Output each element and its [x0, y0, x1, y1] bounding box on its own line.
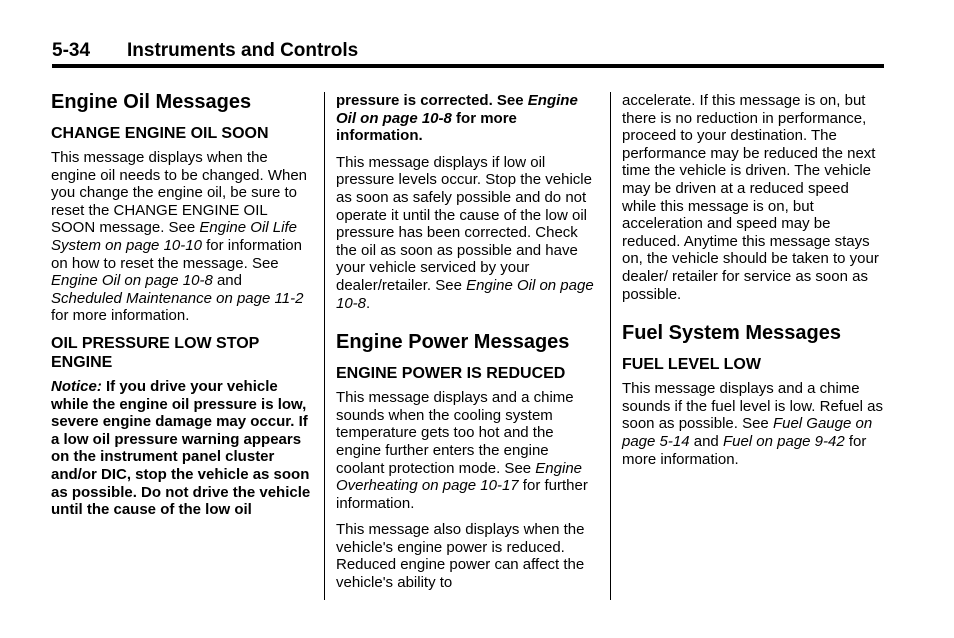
text: This message displays and a chime sounds when the cooling system temperature gets too hot and the engine further enters the engine coolant protection mode. See — [336, 389, 574, 477]
text: for further information. — [336, 477, 588, 512]
notice-text: If you drive your vehicle while the engine oil pressure is low, severe engine damage may occur. If a low oil pressure warning appears on the instrument panel cluster and/or DIC, stop the vehicle as soon as possible. Do not drive the vehicle until the cause of the low oil — [51, 377, 311, 519]
cross-reference-link[interactable]: Fuel on page 9-42 — [722, 432, 845, 450]
text: for more information. — [51, 307, 190, 325]
column-2 — [336, 92, 600, 601]
column-divider — [324, 92, 325, 600]
paragraph — [336, 389, 600, 512]
paragraph: This message also displays when the vehicle's engine power is reduced. Reduced engine power can affect the vehicle's ability to — [336, 521, 585, 592]
heading-engine-power-messages: Engine Power Messages — [336, 331, 570, 354]
paragraph: accelerate. If this message is on, but there is no reduction in performance, proceed to your destination. The performance may be reduced the next time the vehicle is driven. The vehicle may be driven at a reduced speed while this message is on, but acceleration and speed may be reduced. Anytime this message stays on, the vehicle should be taken to your dealer/ retailer for service as soon as possible. — [622, 92, 879, 303]
page-number: 5-34 — [52, 40, 91, 61]
column-divider — [610, 92, 611, 600]
heading-fuel-system-messages: Fuel System Messages — [622, 322, 841, 345]
cross-reference-link[interactable]: Fuel Gauge on page 5-14 — [622, 415, 873, 450]
notice-label: Notice: — [51, 377, 102, 395]
column-3 — [622, 92, 886, 477]
text: . — [366, 294, 371, 312]
section-title: Instruments and Controls — [127, 40, 359, 61]
text: pressure is corrected. See — [336, 92, 528, 109]
paragraph — [51, 149, 313, 325]
paragraph — [622, 380, 886, 468]
cross-reference-link[interactable]: Engine Oil on page 10-8 — [336, 276, 594, 312]
cross-reference-link[interactable]: Engine Oil Life System on page 10-10 — [51, 219, 297, 254]
text: This message displays when the engine oil needs to be changed. When you change the engine oil, be sure to reset the CHANGE ENGINE OIL SOON message. See — [51, 149, 308, 237]
cross-reference-link[interactable]: Engine Oil on page 10-8 — [336, 92, 578, 127]
text: for more information. — [622, 432, 867, 468]
text: for information on how to reset the message. See — [51, 236, 302, 272]
cross-reference-link[interactable]: Engine Oil on page 10-8 — [51, 272, 213, 290]
text: and — [689, 432, 723, 450]
cross-reference-link[interactable]: Engine Overheating on page 10-17 — [336, 459, 583, 495]
text: This message displays if low oil pressure levels occur. Stop the vehicle as soon as safely possible and do not operate it until the cause of the low oil pressure has been corrected. Check the oil as soon as possible and have your vehicle serviced by your dealer/retailer. See — [336, 153, 592, 294]
text: for more information. — [336, 109, 517, 145]
subheading-fuel-level-low: FUEL LEVEL LOW — [622, 356, 761, 374]
text: This message displays and a chime sounds if the fuel level is low. Refuel as soon as possible. See — [622, 380, 883, 433]
notice-continuation — [336, 92, 600, 145]
subheading-engine-power-reduced: ENGINE POWER IS REDUCED — [336, 365, 566, 383]
subheading-oil-pressure-low: OIL PRESSURE LOW STOP ENGINE — [51, 334, 260, 371]
subheading-change-engine-oil-soon: CHANGE ENGINE OIL SOON — [51, 125, 269, 142]
cross-reference-link[interactable]: Scheduled Maintenance on page 11-2 — [51, 289, 304, 307]
heading-engine-oil-messages: Engine Oil Messages — [51, 91, 252, 113]
notice-paragraph — [51, 378, 313, 519]
column-1 — [51, 90, 313, 528]
paragraph — [336, 154, 600, 312]
text: and — [212, 272, 242, 290]
page-header — [52, 38, 884, 68]
